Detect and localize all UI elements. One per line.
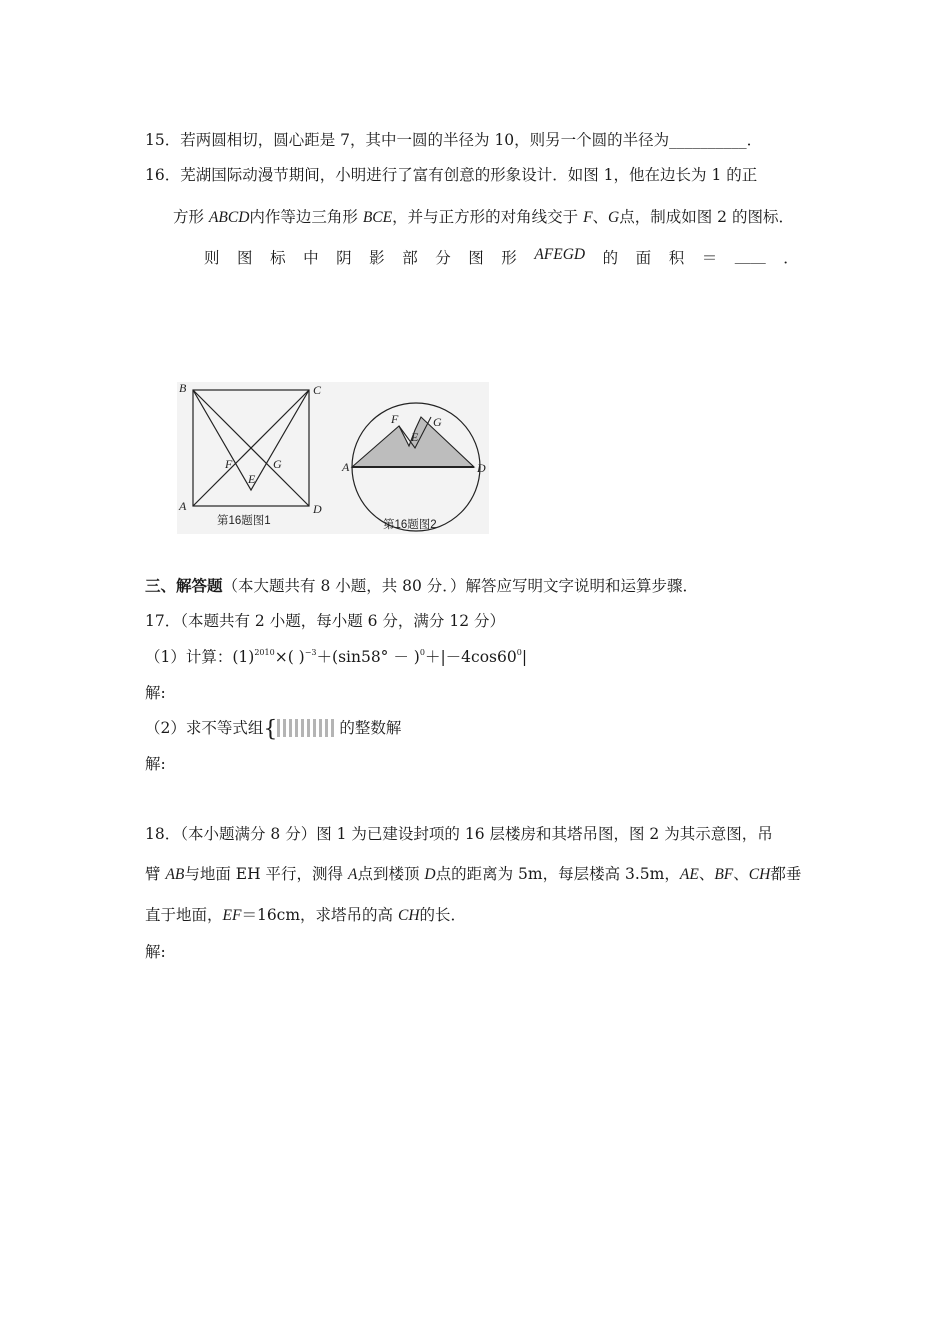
- var-d: D: [424, 866, 436, 883]
- word: 面: [635, 249, 652, 267]
- answer-label: 解:: [145, 943, 166, 961]
- section-3-title: 三、解答题: [145, 576, 223, 595]
- fig1-label-b: B: [179, 382, 187, 395]
- question-15: [145, 128, 762, 150]
- exponent: 0: [516, 648, 522, 657]
- text-run: 方形: [173, 208, 209, 226]
- brace-icon: {: [263, 717, 278, 742]
- figure-svg: [177, 382, 489, 534]
- fig1-label-f: F: [225, 457, 233, 471]
- var-bf: BF: [714, 866, 734, 883]
- text-run: 点，制成如图 2 的图标．: [619, 208, 794, 226]
- word: 标: [270, 249, 286, 267]
- fig2-label-d: D: [477, 461, 486, 475]
- text-run: 、: [592, 208, 609, 226]
- var-a: A: [348, 866, 358, 883]
- word: ．: [783, 249, 799, 267]
- text-run: 都垂: [770, 865, 802, 883]
- word: 形: [501, 249, 517, 267]
- word: 的: [602, 249, 619, 267]
- inequality-system-image: [277, 719, 337, 737]
- answer-label: 解:: [145, 755, 166, 773]
- answer-blank: ____: [734, 246, 766, 264]
- var-g: G: [608, 209, 620, 226]
- word: 部: [402, 249, 418, 267]
- question-16-figure: [177, 382, 489, 534]
- expr: ×( ): [274, 648, 305, 666]
- text-run: ＝16cm，求塔吊的高: [241, 906, 398, 924]
- question-17-part-2: [145, 716, 401, 742]
- word: ＝: [701, 249, 718, 267]
- word: 阴: [336, 249, 352, 267]
- text-run: 点的距离为 5m，每层楼高 3.5m，: [435, 865, 680, 883]
- fig2-label-a: A: [342, 460, 350, 474]
- part-label: （1）计算：: [145, 648, 233, 666]
- question-17-part-1: [145, 645, 527, 667]
- part-tail: 的整数解: [339, 719, 402, 737]
- word: 图: [468, 249, 484, 267]
- var-f: F: [583, 209, 593, 226]
- exponent: 0: [419, 648, 425, 657]
- question-18-line-2: [145, 862, 801, 884]
- question-18-text: 18．（本小题满分 8 分）图 1 为已建设封项的 16 层楼房和其塔吊图，图 2 为其示意图，吊: [145, 825, 773, 843]
- word: 分: [435, 249, 451, 267]
- fig1-label-c: C: [313, 383, 322, 397]
- fig1-label-g: G: [273, 457, 282, 471]
- question-15-text: 15．若两圆相切，圆心距是 7，其中一圆的半径为 10，则另一个圆的半径为__________．: [145, 131, 763, 149]
- fig2-label-f: F: [391, 412, 399, 426]
- question-17-header: [145, 609, 505, 631]
- question-17-answer-2: [145, 752, 166, 774]
- question-16-text: 16．芜湖国际动漫节期间，小明进行了富有创意的形象设计．如图 1，他在边长为 1 的正: [145, 166, 758, 184]
- text-run: 的长．: [419, 906, 467, 924]
- text-run: 与地面 EH 平行，测得: [184, 865, 348, 883]
- text-run: 直于地面，: [145, 906, 223, 924]
- var-ch: CH: [397, 907, 420, 924]
- exponent: 2010: [254, 648, 275, 657]
- fig2-label-g: G: [433, 415, 442, 429]
- part-label: （2）求不等式组: [145, 719, 264, 737]
- var-ae: AE: [679, 866, 699, 883]
- fig1-label-a: A: [179, 499, 187, 513]
- text-run: 点到楼顶: [357, 865, 425, 883]
- word: 图: [237, 249, 253, 267]
- chord-ad: [352, 466, 474, 468]
- question-16-line-2: [173, 205, 794, 227]
- fig1-caption: 第16题图1: [217, 515, 271, 527]
- question-18-answer: [145, 940, 166, 962]
- var-abcd: ABCD: [208, 209, 250, 226]
- question-18-line-1: [145, 822, 773, 844]
- expr: |: [521, 648, 528, 666]
- var-afegd: AFEGD: [534, 246, 586, 263]
- question-16-line-3: [204, 246, 799, 268]
- var-ef: EF: [222, 907, 242, 924]
- var-bce: BCE: [362, 209, 393, 226]
- question-16-line-1: [145, 163, 757, 185]
- section-3-heading: [145, 574, 698, 596]
- fig2-caption: 第16题图2: [383, 519, 437, 531]
- word: 影: [369, 249, 385, 267]
- word: 积: [668, 249, 685, 267]
- question-18-line-3: [145, 903, 466, 925]
- text-run: 、: [698, 865, 715, 883]
- text-run: 内作等边三角形: [249, 208, 363, 226]
- fig2-label-e: E: [411, 430, 419, 444]
- exponent: −3: [304, 648, 317, 657]
- question-17-header-text: 17．（本题共有 2 小题，每小题 6 分，满分 12 分）: [145, 612, 505, 630]
- word: 中: [303, 249, 319, 267]
- section-3-desc: （本大题共有 8 小题，共 80 分．）解答应写明文字说明和运算步骤．: [222, 577, 699, 595]
- fig1-label-e: E: [248, 472, 256, 486]
- expr: ＋|－4cos60: [424, 648, 517, 666]
- text-run: 臂: [145, 865, 166, 883]
- expr: ＋(sin58° － ): [316, 648, 420, 666]
- expr: (1): [232, 648, 255, 666]
- var-ch: CH: [748, 866, 771, 883]
- question-17-answer-1: [145, 681, 166, 703]
- var-ab: AB: [165, 866, 185, 883]
- word: 则: [204, 249, 220, 267]
- answer-label: 解:: [145, 684, 166, 702]
- text-run: 、: [733, 865, 749, 883]
- text-run: ，并与正方形的对角线交于: [392, 208, 584, 226]
- fig1-label-d: D: [313, 502, 322, 516]
